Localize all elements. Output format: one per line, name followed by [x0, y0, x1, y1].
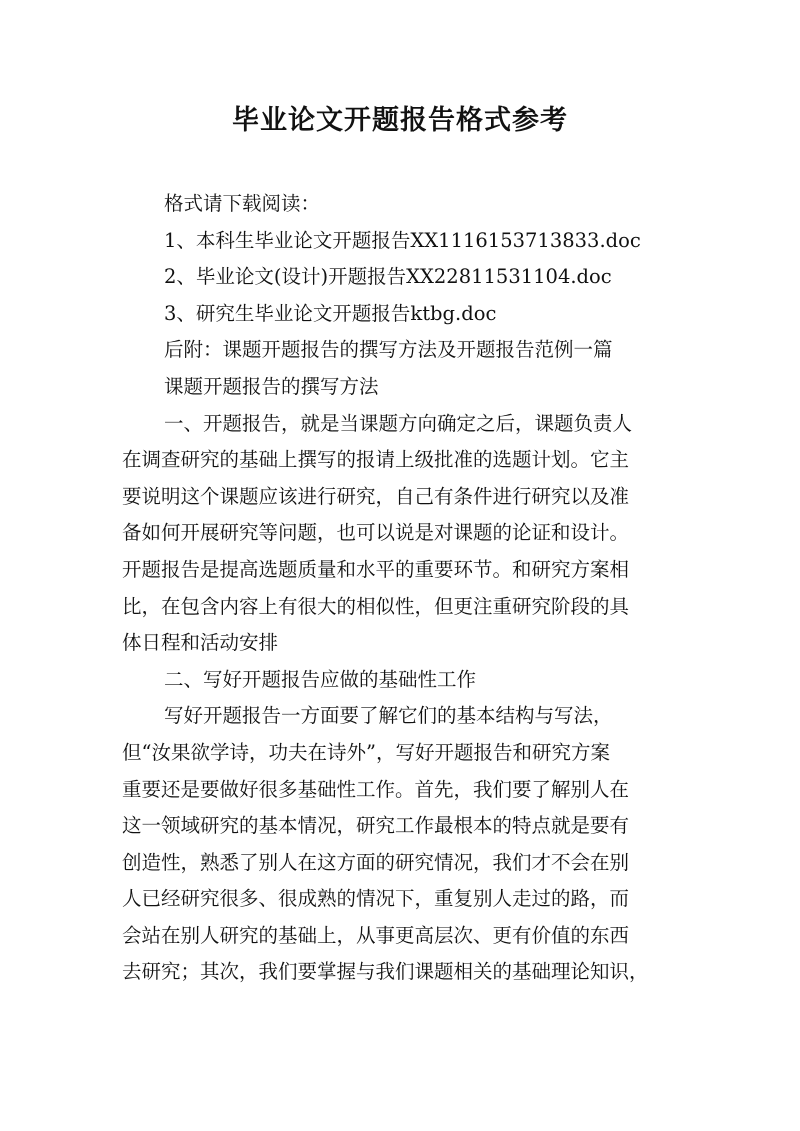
paragraph-line: 但“汝果欲学诗，功夫在诗外”，写好开题报告和研究方案: [122, 740, 610, 764]
section-heading: 二、写好开题报告应做的基础性工作: [164, 667, 477, 691]
paragraph-line: 备如何开展研究等问题，也可以说是对课题的论证和设计。: [122, 521, 630, 545]
document-title: 毕业论文开题报告格式参考: [232, 105, 568, 136]
section-heading: 课题开题报告的撰写方法: [164, 374, 379, 398]
text-line: 1、本科生毕业论文开题报告XX1116153713833.doc: [164, 228, 641, 252]
paragraph-line: 重要还是要做好很多基础性工作。首先，我们要了解别人在: [122, 777, 630, 801]
paragraph-line: 去研究；其次，我们要掌握与我们课题相关的基础理论知识，: [122, 960, 649, 984]
text-line: 后附：课题开题报告的撰写方法及开题报告范例一篇: [164, 338, 613, 362]
paragraph-line: 人已经研究很多、很成熟的情况下，重复别人走过的路，而: [122, 887, 630, 911]
paragraph-line: 比，在包含内容上有很大的相似性，但更注重研究阶段的具: [122, 594, 630, 618]
paragraph-line: 一、开题报告，就是当课题方向确定之后，课题负责人: [164, 411, 633, 435]
paragraph-line: 在调查研究的基础上撰写的报请上级批准的选题计划。它主: [122, 448, 630, 472]
document-body: [122, 186, 692, 991]
text-line: 2、毕业论文(设计)开题报告XX22811531104.doc: [164, 265, 612, 289]
paragraph-line: 写好开题报告一方面要了解它们的基本结构与写法，: [164, 704, 613, 728]
paragraph-line: 体日程和活动安排: [122, 631, 279, 655]
paragraph-line: 会站在别人研究的基础上，从事更高层次、更有价值的东西: [122, 923, 630, 947]
paragraph-line: 创造性，熟悉了别人在这方面的研究情况，我们才不会在别: [122, 850, 630, 874]
paragraph-line: 开题报告是提高选题质量和水平的重要环节。和研究方案相: [122, 557, 630, 581]
paragraph-line: 要说明这个课题应该进行研究，自己有条件进行研究以及准: [122, 484, 630, 508]
paragraph-line: 这一领域研究的基本情况，研究工作最根本的特点就是要有: [122, 814, 630, 838]
text-line: 3、研究生毕业论文开题报告ktbg.doc: [164, 301, 497, 325]
text-line: 格式请下载阅读：: [164, 192, 321, 215]
